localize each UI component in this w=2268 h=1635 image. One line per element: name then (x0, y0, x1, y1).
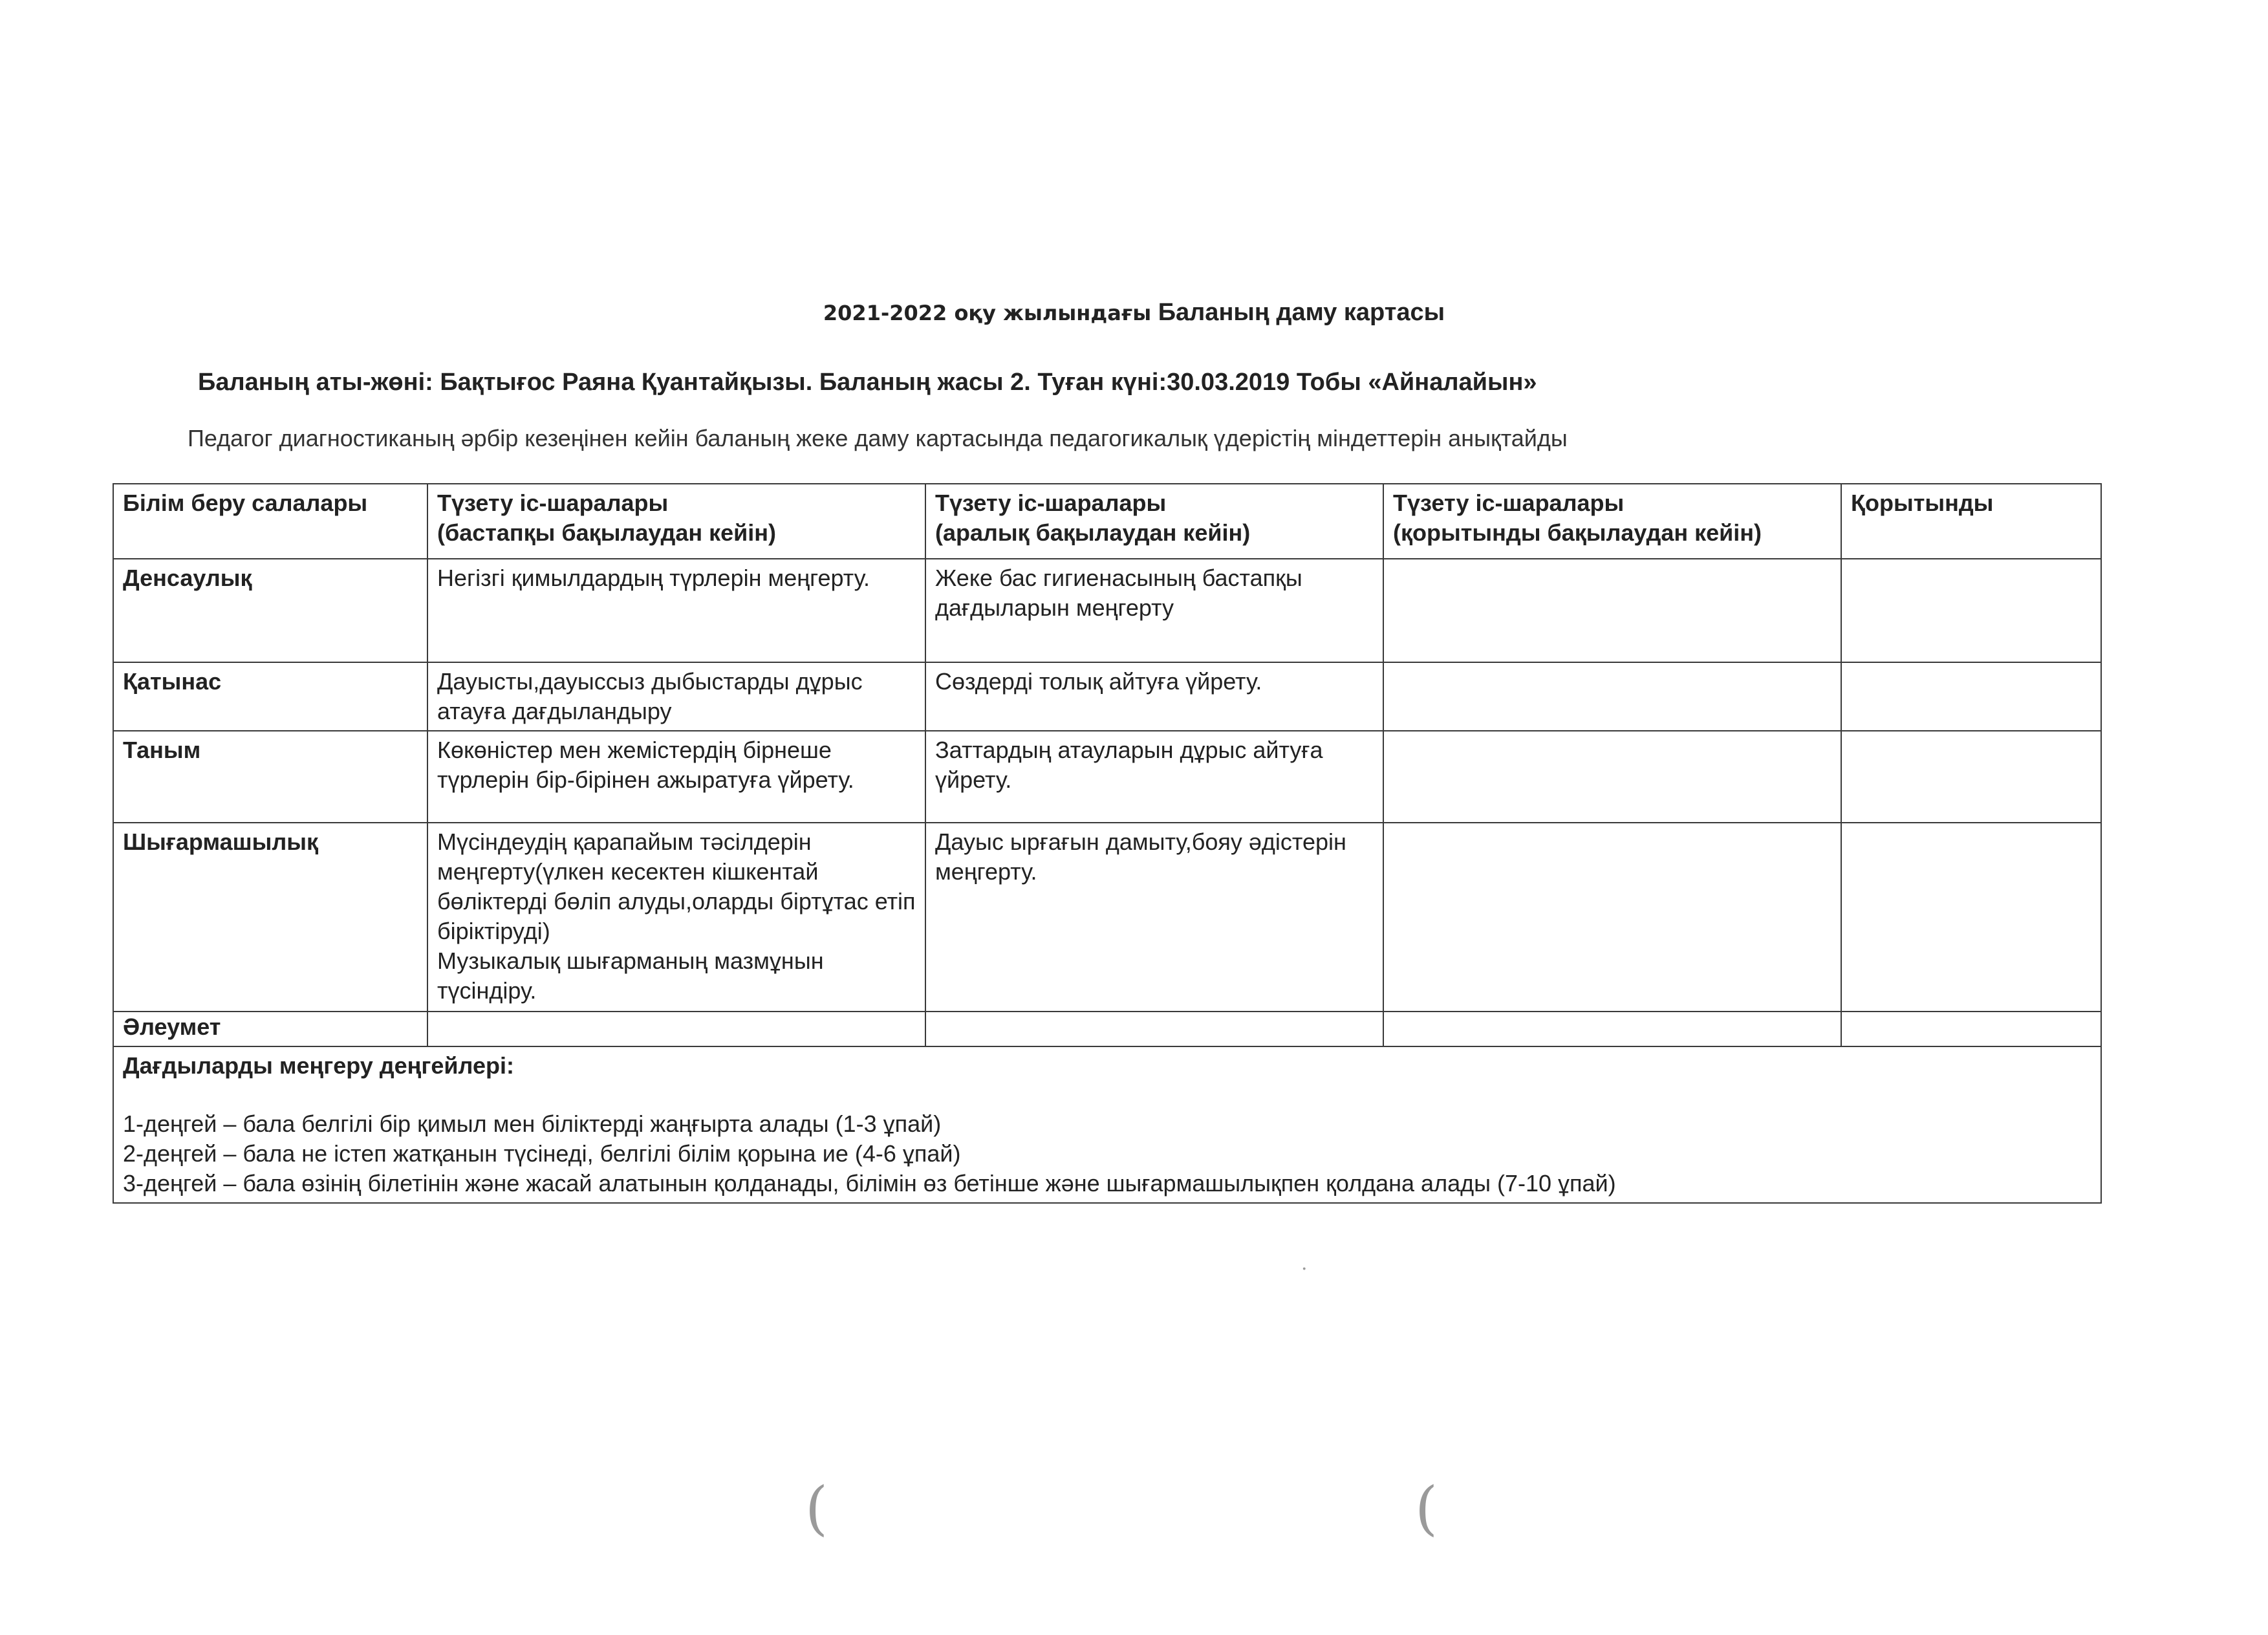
row-final (1383, 559, 1841, 662)
row-interim: Жеке бас гигиенасының бастапқы дағдыларын меңгерту (925, 559, 1383, 662)
row-initial (427, 823, 925, 1012)
header-conclusion: Қорытынды (1841, 484, 2101, 559)
row-area: Шығармашылық (113, 823, 427, 1012)
row-area: Әлеумет (113, 1012, 427, 1046)
row-conclusion (1841, 1012, 2101, 1046)
row-initial: Көкөністер мен жемістердің бірнеше түрлерін бір-бірінен ажыратуға үйрету. (427, 731, 925, 823)
header-interim (925, 484, 1383, 559)
document-subtitle: Педагог диагностиканың әрбір кезеңінен кейін баланың жеке даму картасында педагогикалық үдерістің міндеттерін анықтайды (188, 425, 1568, 451)
row-conclusion (1841, 559, 2101, 662)
row-initial-extra: Музыкалық шығарманың мазмұнын түсіндіру. (437, 947, 824, 1004)
development-card-table (113, 483, 2102, 1204)
row-conclusion (1841, 731, 2101, 823)
row-initial (427, 1012, 925, 1046)
row-conclusion (1841, 823, 2101, 1012)
scan-mark: ( (1415, 1475, 1438, 1543)
row-initial: Дауысты,дауыссыз дыбыстарды дұрыс атауға дағдыландыру (427, 662, 925, 731)
row-initial-text: Мүсіндеудің қарапайым тәсілдерін меңгерту(үлкен кесектен кішкентай бөліктерді бөліп алуды,оларды біртұтас етіп біріктіруді) (437, 828, 916, 944)
levels-row (113, 1046, 2101, 1203)
header-final-title: Түзету іс-шаралары (1393, 490, 1625, 516)
levels-heading: Дағдыларды меңгеру деңгейлері: (123, 1052, 514, 1079)
levels-cell (113, 1046, 2101, 1203)
child-info: Баланың аты-жөні: Бақтығос Раяна Қуантайқызы. Баланың жасы 2. Туған күні:30.03.2019 Тобы «Айналайын» (198, 369, 1537, 396)
scan-mark: ( (805, 1475, 828, 1543)
row-area: Қатынас (113, 662, 427, 731)
level-item: 1-деңгей – бала белгілі бір қимыл мен біліктерді жаңғырта алады (1-3 ұпай) (123, 1110, 942, 1137)
scan-speck: · (1301, 1258, 1308, 1281)
row-final (1383, 1012, 1841, 1046)
row-final (1383, 731, 1841, 823)
row-initial: Негізгі қимылдардың түрлерін меңгерту. (427, 559, 925, 662)
title-main: Баланың даму картасы (1158, 299, 1445, 326)
row-interim (925, 1012, 1383, 1046)
row-interim: Сөздерді толық айтуға үйрету. (925, 662, 1383, 731)
row-area: Таным (113, 731, 427, 823)
header-initial (427, 484, 925, 559)
row-final (1383, 662, 1841, 731)
level-item: 2-деңгей – бала не істеп жатқанын түсінеді, белгілі білім қорына ие (4-6 ұпай) (123, 1140, 961, 1167)
row-area: Денсаулық (113, 559, 427, 662)
table-row (113, 823, 2101, 1012)
level-item: 3-деңгей – бала өзінің білетінін және жасай алатынын қолданады, білімін өз бетінше және шығармашылықпен қолдана алады (7-10 ұпай) (123, 1170, 1616, 1196)
header-interim-title: Түзету іс-шаралары (935, 490, 1167, 516)
row-conclusion (1841, 662, 2101, 731)
header-final (1383, 484, 1841, 559)
header-areas: Білім беру салалары (113, 484, 427, 559)
table-header-row (113, 484, 2101, 559)
table-row (113, 662, 2101, 731)
header-final-sub: (қорытынды бақылаудан кейін) (1393, 519, 1762, 546)
table-row (113, 1012, 2101, 1046)
title-year: 2021-2022 оқу жылындағы (823, 301, 1152, 325)
table-row (113, 559, 2101, 662)
document-title (0, 299, 2268, 327)
row-final (1383, 823, 1841, 1012)
header-initial-sub: (бастапқы бақылаудан кейін) (437, 519, 776, 546)
table-row (113, 731, 2101, 823)
header-interim-sub: (аралық бақылаудан кейін) (935, 519, 1251, 546)
header-initial-title: Түзету іс-шаралары (437, 490, 669, 516)
row-interim: Заттардың атауларын дұрыс айтуға үйрету. (925, 731, 1383, 823)
row-interim: Дауыс ырғағын дамыту,бояу әдістерін меңгерту. (925, 823, 1383, 1012)
